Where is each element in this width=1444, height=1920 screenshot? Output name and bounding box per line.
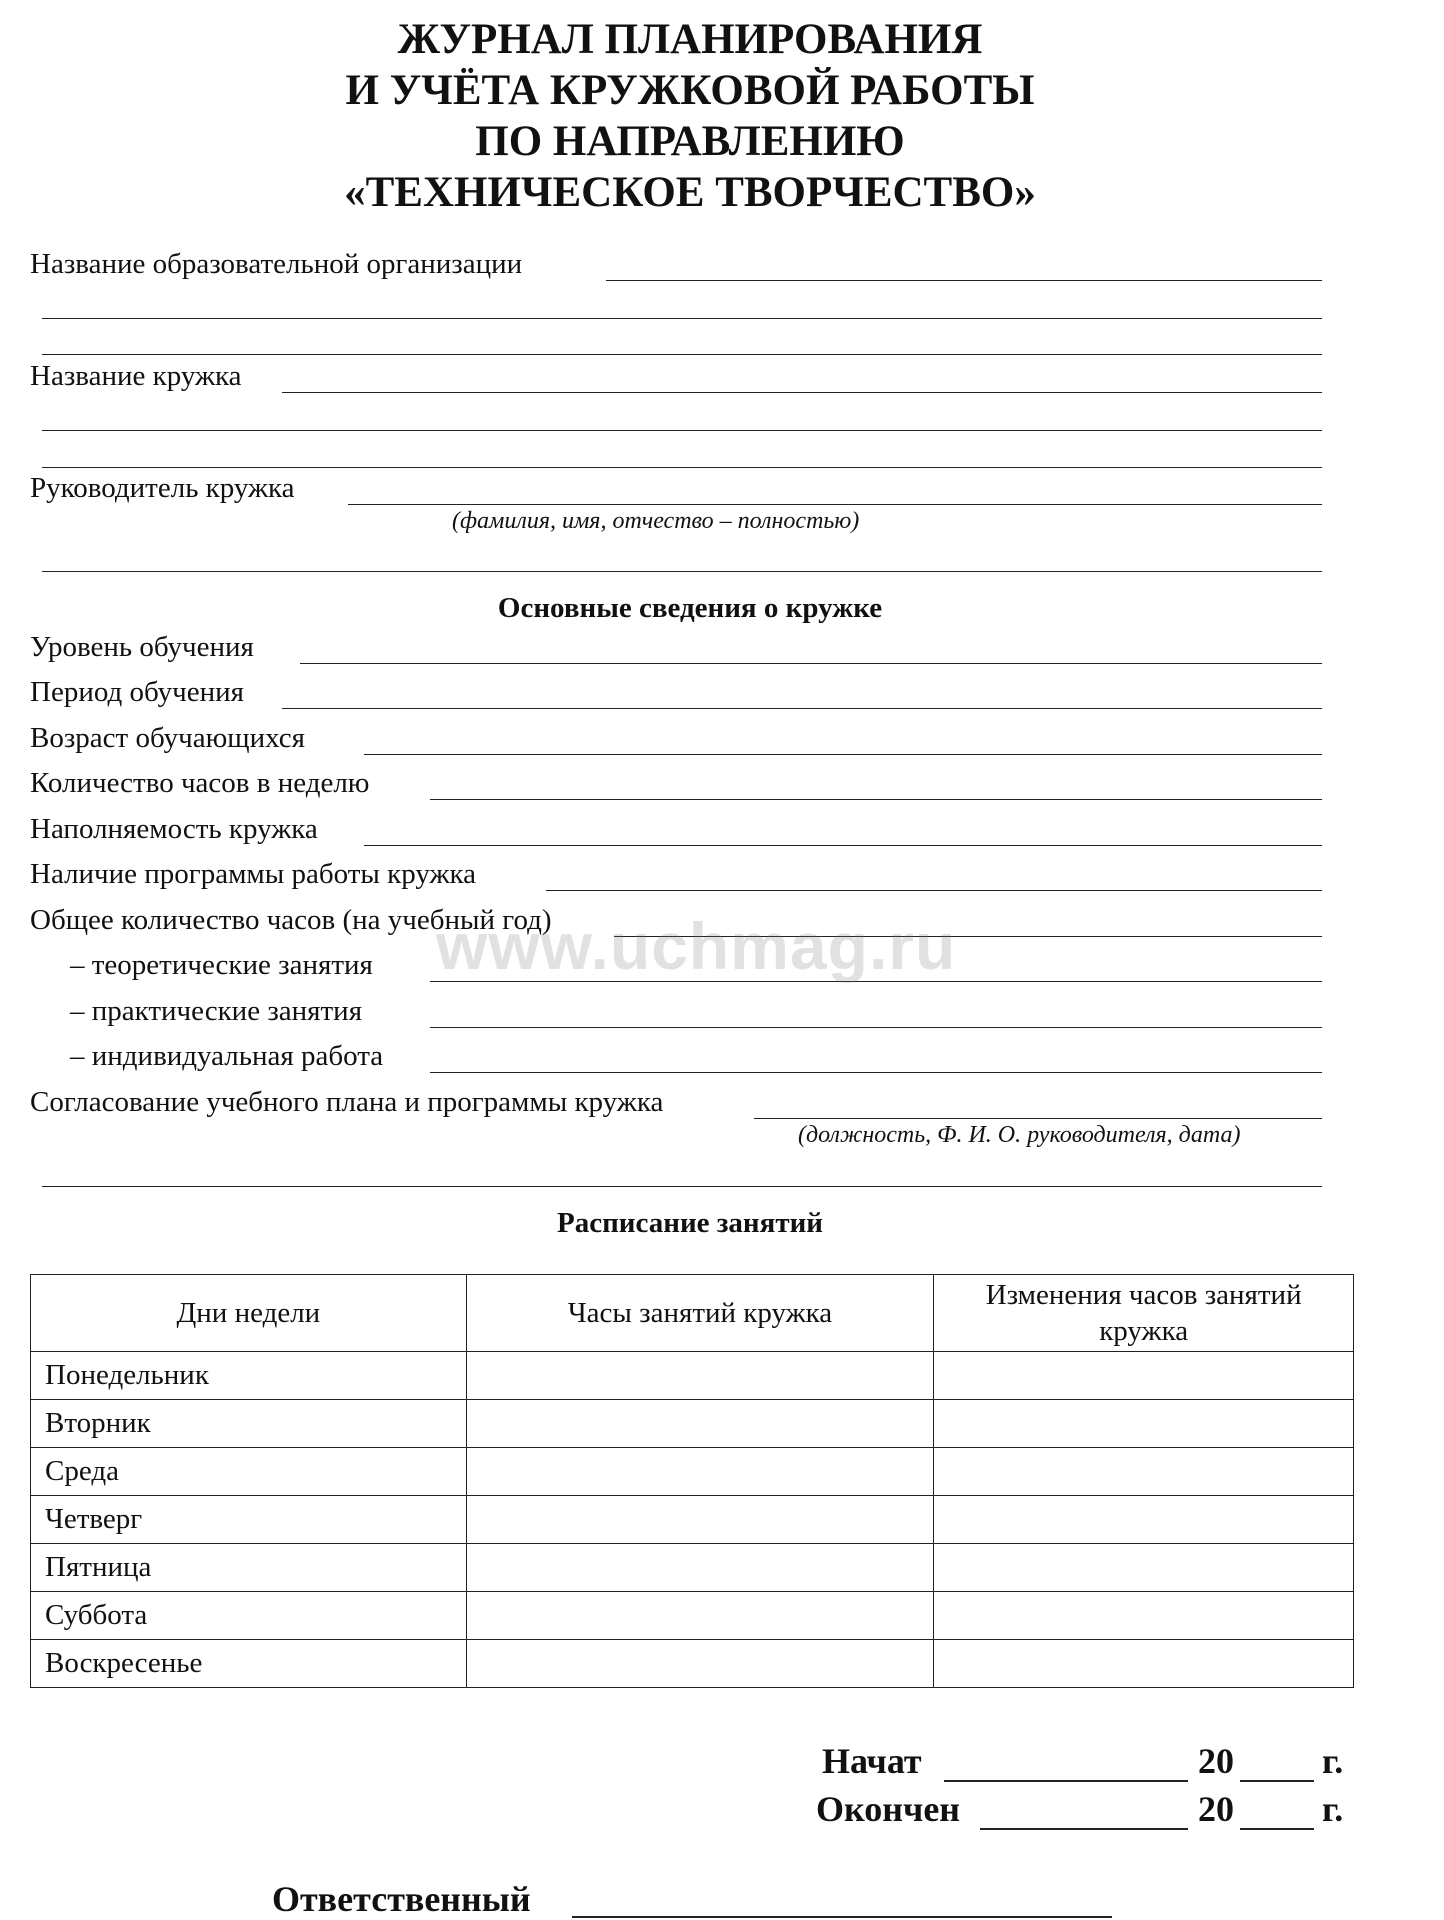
field-label-level: Уровень обучения [30, 631, 254, 663]
field-label-period: Период обучения [30, 676, 244, 708]
finished-date-line[interactable] [980, 1828, 1188, 1830]
field-label-occupancy: Наполняемость кружка [30, 813, 318, 845]
hours-cell[interactable] [466, 1448, 934, 1496]
hours-cell[interactable] [466, 1496, 934, 1544]
hours-cell[interactable] [466, 1400, 934, 1448]
field-line-practice[interactable] [430, 1027, 1322, 1028]
org-field-line-3[interactable] [42, 354, 1322, 355]
hours-cell[interactable] [466, 1640, 934, 1688]
started-year-prefix: 20 [1198, 1741, 1234, 1781]
document-title [0, 14, 1380, 218]
org-field-line-1[interactable] [606, 280, 1322, 281]
table-row [31, 1544, 1354, 1592]
hours-cell[interactable] [466, 1592, 934, 1640]
day-thursday: Четверг [31, 1496, 467, 1544]
changes-cell[interactable] [934, 1496, 1354, 1544]
day-friday: Пятница [31, 1544, 467, 1592]
hours-cell[interactable] [466, 1352, 934, 1400]
leader-hint: (фамилия, имя, отчество – полностью) [452, 508, 860, 534]
approval-field-line-2[interactable] [42, 1186, 1322, 1187]
field-line-occupancy[interactable] [364, 845, 1322, 846]
schedule-header-row [31, 1275, 1354, 1352]
changes-cell[interactable] [934, 1544, 1354, 1592]
field-label-total-hours: Общее количество часов (на учебный год) [30, 904, 552, 936]
approval-hint: (должность, Ф. И. О. руководителя, дата) [798, 1122, 1241, 1148]
started-label: Начат [822, 1741, 922, 1781]
finished-suffix: г. [1322, 1789, 1344, 1829]
field-line-period[interactable] [282, 708, 1322, 709]
field-label-age: Возраст обучающихся [30, 722, 305, 754]
field-line-program[interactable] [546, 890, 1322, 891]
org-field-line-2[interactable] [42, 318, 1322, 319]
circle-field-line-2[interactable] [42, 430, 1322, 431]
responsible-line[interactable] [572, 1916, 1112, 1918]
day-tuesday: Вторник [31, 1400, 467, 1448]
header-hours: Часы занятий кружка [466, 1275, 934, 1352]
leader-field-line[interactable] [348, 504, 1322, 505]
leader-field-line-2[interactable] [42, 571, 1322, 572]
circle-field-line-1[interactable] [282, 392, 1322, 393]
field-label-hours-week: Количество часов в неделю [30, 767, 370, 799]
finished-label: Окончен [816, 1789, 961, 1829]
field-line-age[interactable] [364, 754, 1322, 755]
field-line-level[interactable] [300, 663, 1322, 664]
table-row [31, 1592, 1354, 1640]
changes-cell[interactable] [934, 1640, 1354, 1688]
schedule-table [30, 1274, 1354, 1688]
title-line-4: «ТЕХНИЧЕСКОЕ ТВОРЧЕСТВО» [344, 169, 1036, 216]
table-row [31, 1448, 1354, 1496]
table-row [31, 1400, 1354, 1448]
day-wednesday: Среда [31, 1448, 467, 1496]
field-line-hours-week[interactable] [430, 799, 1322, 800]
changes-cell[interactable] [934, 1448, 1354, 1496]
started-year-line[interactable] [1240, 1780, 1314, 1782]
day-sunday: Воскресенье [31, 1640, 467, 1688]
info-heading: Основные сведения о кружке [497, 592, 883, 624]
title-line-3: ПО НАПРАВЛЕНИЮ [475, 118, 905, 165]
field-label-program: Наличие программы работы кружка [30, 858, 477, 890]
finished-year-line[interactable] [1240, 1828, 1314, 1830]
field-line-individual[interactable] [430, 1072, 1322, 1073]
field-label-individual: – индивидуальная работа [70, 1040, 384, 1072]
table-row [31, 1352, 1354, 1400]
schedule-heading: Расписание занятий [557, 1207, 823, 1239]
title-line-1: ЖУРНАЛ ПЛАНИРОВАНИЯ [397, 16, 983, 63]
finished-year-prefix: 20 [1198, 1789, 1234, 1829]
header-changes: Изменения часов занятий кружка [934, 1275, 1354, 1352]
day-monday: Понедельник [31, 1352, 467, 1400]
title-line-2: И УЧЁТА КРУЖКОВОЙ РАБОТЫ [345, 67, 1035, 114]
header-days: Дни недели [31, 1275, 467, 1352]
leader-label: Руководитель кружка [30, 472, 295, 504]
table-row [31, 1640, 1354, 1688]
field-line-approval[interactable] [754, 1118, 1322, 1119]
changes-cell[interactable] [934, 1400, 1354, 1448]
org-label: Название образовательной организации [30, 248, 523, 280]
field-label-practice: – практические занятия [70, 995, 363, 1027]
started-date-line[interactable] [944, 1780, 1188, 1782]
table-row [31, 1496, 1354, 1544]
circle-field-line-3[interactable] [42, 467, 1322, 468]
day-saturday: Суббота [31, 1592, 467, 1640]
circle-label: Название кружка [30, 360, 242, 392]
hours-cell[interactable] [466, 1544, 934, 1592]
changes-cell[interactable] [934, 1592, 1354, 1640]
started-suffix: г. [1322, 1741, 1344, 1781]
field-label-theory: – теоретические занятия [70, 949, 373, 981]
changes-cell[interactable] [934, 1352, 1354, 1400]
field-label-approval: Согласование учебного плана и программы кружка [30, 1086, 664, 1118]
watermark: www.uchmag.ru [436, 909, 957, 983]
responsible-label: Ответственный [272, 1879, 531, 1919]
